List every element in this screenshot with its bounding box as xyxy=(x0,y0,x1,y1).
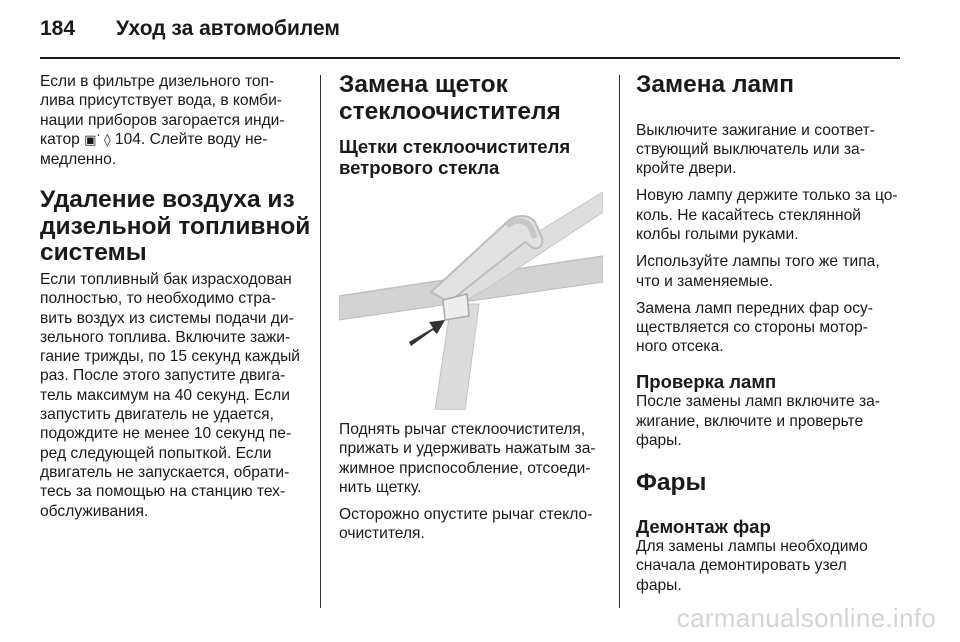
column-2 xyxy=(339,72,605,552)
wiper-arm-drawing xyxy=(339,192,603,410)
column-divider-1 xyxy=(320,75,321,608)
fuel-water-paragraph: Если в фильтре дизельного топ- лива присутствует вода, в комби- нации приборов загорается инди- катор ▣ᐝ ◊ 104. Слейте воду не- медленно. xyxy=(40,73,285,169)
headlight-removal-paragraph: Для замены лампы необходимо сначала демонтировать узел фары. xyxy=(636,538,868,594)
wiper-step1-paragraph: Поднять рычаг стеклоочистителя, прижать и удерживать нажатым за- жимное приспособление, отсоеди- нить щетку. xyxy=(339,421,596,496)
header-rule xyxy=(40,57,900,59)
page-number: 184 xyxy=(40,17,76,40)
water-in-fuel-icon: ▣ᐝ xyxy=(84,132,100,148)
fuel-bleeding-paragraph: Если топливный бак израсходован полностью, то необходимо стра- вить воздух из системы подачи ди- зельного топлива. Включите зажи- гание трижды, по 15 секунд каждый раз. После этого запустите двига- тель максимум на 40 секунд. Если запустить двигатель не удается, подождите не менее 10 секунд пе- ред следующей попыткой. Если двигатель не запускается, обрати- тесь за помощью на станцию тех- обслуживания. xyxy=(40,270,300,520)
column-1 xyxy=(40,72,312,529)
page-header xyxy=(40,14,340,44)
column-3 xyxy=(636,72,904,603)
bulb-check-paragraph: После замены ламп включите за- жигание, включите и проверьте фары. xyxy=(636,393,880,449)
page-reference-icon: ◊ xyxy=(104,132,111,148)
bulb-paragraph-3: Используйте лампы того же типа, что и заменяемые. xyxy=(636,253,880,290)
headlight-removal-heading: Демонтаж фар xyxy=(636,515,771,537)
fuel-bleeding-heading: Удаление воздуха из дизельной топливной системы xyxy=(40,186,311,267)
wiper-heading: Замена щеток стеклоочистителя xyxy=(339,71,561,125)
column-divider-2 xyxy=(619,75,620,608)
windscreen-wiper-subheading: Щетки стеклоочистителя ветрового стекла xyxy=(339,136,571,178)
bulb-check-heading: Проверка ламп xyxy=(636,370,777,392)
bulb-replacement-heading: Замена ламп xyxy=(636,71,795,98)
bulb-paragraph-4: Замена ламп передних фар осу- ществляется со стороны мотор- ного отсека. xyxy=(636,299,874,356)
headlights-heading: Фары xyxy=(636,469,707,497)
bulb-paragraph-1: Выключите зажигание и соответ- ствующий выключатель или за- кройте двери. xyxy=(636,121,875,178)
wiper-step2-paragraph: Осторожно опустите рычаг стекло- очистителя. xyxy=(339,506,593,543)
bulb-paragraph-2: Новую лампу держите только за цо- коль. Не касайтесь стеклянной колбы голыми руками. xyxy=(636,187,898,243)
watermark: carmanualsonline.info xyxy=(676,603,936,633)
section-title: Уход за автомобилем xyxy=(116,17,340,40)
wiper-illustration xyxy=(339,192,603,410)
